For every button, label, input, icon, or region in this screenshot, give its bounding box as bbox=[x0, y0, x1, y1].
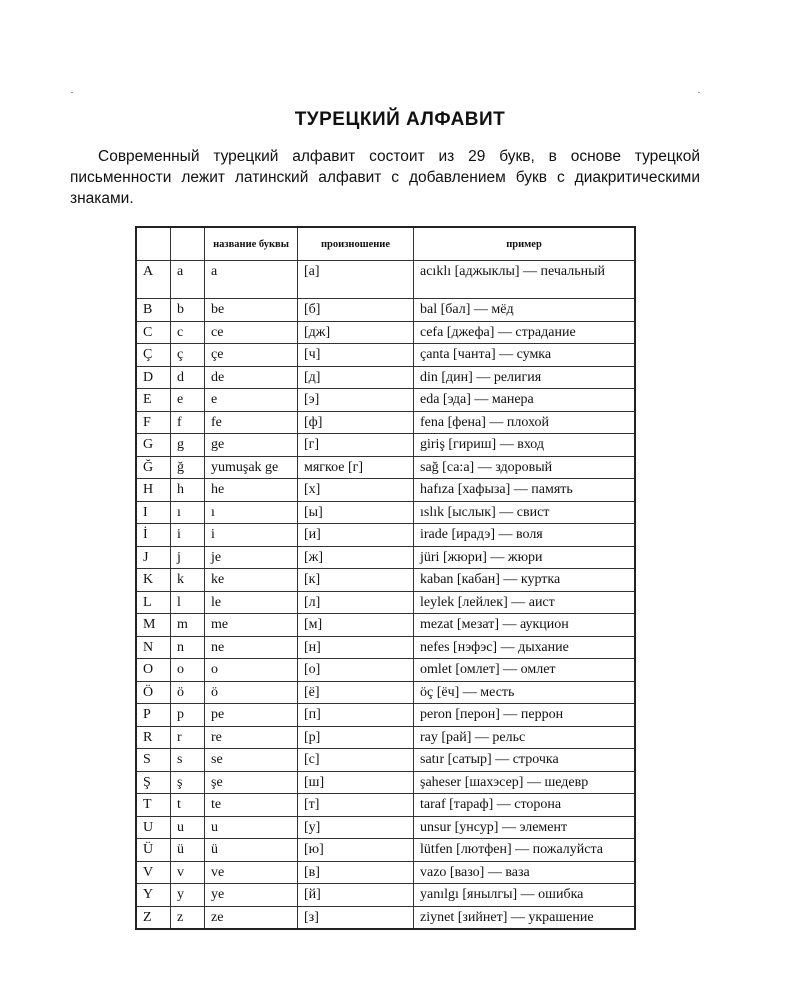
letter-name-cell: me bbox=[205, 614, 298, 637]
table-row bbox=[136, 794, 635, 817]
table-row bbox=[136, 389, 635, 412]
letter-name-cell: i bbox=[205, 524, 298, 547]
lowercase-letter-cell: p bbox=[171, 704, 205, 727]
pronunciation-cell: [р] bbox=[298, 726, 414, 749]
pronunciation-cell: [г] bbox=[298, 434, 414, 457]
lowercase-letter-cell: f bbox=[171, 411, 205, 434]
uppercase-letter-cell: Z bbox=[136, 906, 171, 929]
lowercase-letter-cell: i bbox=[171, 524, 205, 547]
table-row bbox=[136, 434, 635, 457]
table-row bbox=[136, 704, 635, 727]
pronunciation-cell: [п] bbox=[298, 704, 414, 727]
table-row bbox=[136, 344, 635, 367]
table-row bbox=[136, 366, 635, 389]
letter-name-cell: e bbox=[205, 389, 298, 412]
lowercase-letter-cell: ş bbox=[171, 771, 205, 794]
letter-name-cell: yumuşak ge bbox=[205, 456, 298, 479]
example-cell: eda [эда] — манера bbox=[414, 389, 636, 412]
uppercase-letter-cell: T bbox=[136, 794, 171, 817]
example-cell: sağ [са:а] — здоровый bbox=[414, 456, 636, 479]
pronunciation-cell: [э] bbox=[298, 389, 414, 412]
uppercase-letter-cell: U bbox=[136, 816, 171, 839]
table-row bbox=[136, 749, 635, 772]
pronunciation-cell: [а] bbox=[298, 261, 414, 299]
pronunciation-cell: [ф] bbox=[298, 411, 414, 434]
example-cell: ıslık [ыслык] — свист bbox=[414, 501, 636, 524]
letter-name-cell: fe bbox=[205, 411, 298, 434]
pronunciation-cell: мягкое [г] bbox=[298, 456, 414, 479]
uppercase-letter-cell: F bbox=[136, 411, 171, 434]
example-cell: fena [фена] — плохой bbox=[414, 411, 636, 434]
pronunciation-cell: [ш] bbox=[298, 771, 414, 794]
uppercase-letter-cell: H bbox=[136, 479, 171, 502]
example-cell: nefes [нэфэс] — дыхание bbox=[414, 636, 636, 659]
uppercase-letter-cell: G bbox=[136, 434, 171, 457]
uppercase-letter-cell: C bbox=[136, 321, 171, 344]
example-cell: taraf [тараф] — сторона bbox=[414, 794, 636, 817]
example-cell: giriş [гириш] — вход bbox=[414, 434, 636, 457]
lowercase-letter-cell: g bbox=[171, 434, 205, 457]
pronunciation-cell: [д] bbox=[298, 366, 414, 389]
example-cell: lütfen [лютфен] — пожалуйста bbox=[414, 839, 636, 862]
table-row bbox=[136, 501, 635, 524]
table-row bbox=[136, 411, 635, 434]
example-cell: jüri [жюри] — жюри bbox=[414, 546, 636, 569]
pronunciation-cell: [л] bbox=[298, 591, 414, 614]
lowercase-letter-cell: z bbox=[171, 906, 205, 929]
letter-name-cell: be bbox=[205, 299, 298, 322]
pronunciation-cell: [в] bbox=[298, 861, 414, 884]
pronunciation-cell: [н] bbox=[298, 636, 414, 659]
example-cell: leylek [лейлек] — аист bbox=[414, 591, 636, 614]
uppercase-letter-cell: Ş bbox=[136, 771, 171, 794]
margin-mark-left bbox=[71, 92, 73, 93]
uppercase-letter-cell: Ğ bbox=[136, 456, 171, 479]
uppercase-letter-cell: M bbox=[136, 614, 171, 637]
uppercase-letter-cell: E bbox=[136, 389, 171, 412]
letter-name-cell: ce bbox=[205, 321, 298, 344]
table-body bbox=[136, 261, 635, 930]
lowercase-letter-cell: d bbox=[171, 366, 205, 389]
table-row bbox=[136, 321, 635, 344]
header-pronunciation: произношение bbox=[298, 227, 414, 261]
pronunciation-cell: [о] bbox=[298, 659, 414, 682]
table-row bbox=[136, 479, 635, 502]
table-row bbox=[136, 591, 635, 614]
pronunciation-cell: [ж] bbox=[298, 546, 414, 569]
letter-name-cell: je bbox=[205, 546, 298, 569]
example-cell: omlet [омлет] — омлет bbox=[414, 659, 636, 682]
table-row bbox=[136, 839, 635, 862]
example-cell: çanta [чанта] — сумка bbox=[414, 344, 636, 367]
example-cell: ziynet [зийнет] — украшение bbox=[414, 906, 636, 929]
table-row bbox=[136, 261, 635, 299]
example-cell: vazo [вазо] — ваза bbox=[414, 861, 636, 884]
lowercase-letter-cell: k bbox=[171, 569, 205, 592]
pronunciation-cell: [ы] bbox=[298, 501, 414, 524]
example-cell: öç [ёч] — месть bbox=[414, 681, 636, 704]
letter-name-cell: ge bbox=[205, 434, 298, 457]
table-row bbox=[136, 726, 635, 749]
example-cell: mezat [мезат] — аукцион bbox=[414, 614, 636, 637]
uppercase-letter-cell: D bbox=[136, 366, 171, 389]
example-cell: hafıza [хафыза] — память bbox=[414, 479, 636, 502]
lowercase-letter-cell: u bbox=[171, 816, 205, 839]
letter-name-cell: ke bbox=[205, 569, 298, 592]
example-cell: satır [сатыр] — строчка bbox=[414, 749, 636, 772]
lowercase-letter-cell: r bbox=[171, 726, 205, 749]
pronunciation-cell: [и] bbox=[298, 524, 414, 547]
pronunciation-cell: [з] bbox=[298, 906, 414, 929]
header-letter-name: название буквы bbox=[205, 227, 298, 261]
table-row bbox=[136, 771, 635, 794]
lowercase-letter-cell: ç bbox=[171, 344, 205, 367]
lowercase-letter-cell: ö bbox=[171, 681, 205, 704]
letter-name-cell: ı bbox=[205, 501, 298, 524]
pronunciation-cell: [с] bbox=[298, 749, 414, 772]
page-title: ТУРЕЦКИЙ АЛФАВИТ bbox=[294, 109, 506, 130]
lowercase-letter-cell: e bbox=[171, 389, 205, 412]
uppercase-letter-cell: Ü bbox=[136, 839, 171, 862]
letter-name-cell: ve bbox=[205, 861, 298, 884]
uppercase-letter-cell: A bbox=[136, 261, 171, 299]
intro-paragraph: Современный турецкий алфавит состоит из 29 букв, в основе турецкой письменности лежит латинский алфавит с добавлением букв с диакритическими знаками. bbox=[70, 148, 700, 207]
header-uppercase bbox=[136, 227, 171, 261]
example-cell: unsur [унсур] — элемент bbox=[414, 816, 636, 839]
lowercase-letter-cell: ğ bbox=[171, 456, 205, 479]
example-cell: ray [рай] — рельс bbox=[414, 726, 636, 749]
letter-name-cell: şe bbox=[205, 771, 298, 794]
letter-name-cell: se bbox=[205, 749, 298, 772]
lowercase-letter-cell: c bbox=[171, 321, 205, 344]
pronunciation-cell: [у] bbox=[298, 816, 414, 839]
letter-name-cell: o bbox=[205, 659, 298, 682]
letter-name-cell: u bbox=[205, 816, 298, 839]
lowercase-letter-cell: v bbox=[171, 861, 205, 884]
table-row bbox=[136, 906, 635, 929]
example-cell: şaheser [шахэсер] — шедевр bbox=[414, 771, 636, 794]
margin-mark-right bbox=[698, 92, 700, 93]
lowercase-letter-cell: b bbox=[171, 299, 205, 322]
pronunciation-cell: [дж] bbox=[298, 321, 414, 344]
example-cell: irade [ирадэ] — воля bbox=[414, 524, 636, 547]
letter-name-cell: le bbox=[205, 591, 298, 614]
uppercase-letter-cell: P bbox=[136, 704, 171, 727]
lowercase-letter-cell: l bbox=[171, 591, 205, 614]
pronunciation-cell: [ё] bbox=[298, 681, 414, 704]
letter-name-cell: ne bbox=[205, 636, 298, 659]
uppercase-letter-cell: S bbox=[136, 749, 171, 772]
pronunciation-cell: [ч] bbox=[298, 344, 414, 367]
table-row bbox=[136, 636, 635, 659]
uppercase-letter-cell: O bbox=[136, 659, 171, 682]
uppercase-letter-cell: Ö bbox=[136, 681, 171, 704]
example-cell: peron [перон] — перрон bbox=[414, 704, 636, 727]
letter-name-cell: ü bbox=[205, 839, 298, 862]
lowercase-letter-cell: a bbox=[171, 261, 205, 299]
header-example: пример bbox=[414, 227, 636, 261]
uppercase-letter-cell: V bbox=[136, 861, 171, 884]
letter-name-cell: pe bbox=[205, 704, 298, 727]
lowercase-letter-cell: ı bbox=[171, 501, 205, 524]
lowercase-letter-cell: o bbox=[171, 659, 205, 682]
table-row bbox=[136, 456, 635, 479]
letter-name-cell: he bbox=[205, 479, 298, 502]
uppercase-letter-cell: B bbox=[136, 299, 171, 322]
letter-name-cell: de bbox=[205, 366, 298, 389]
uppercase-letter-cell: Y bbox=[136, 884, 171, 907]
letter-name-cell: çe bbox=[205, 344, 298, 367]
pronunciation-cell: [й] bbox=[298, 884, 414, 907]
table-row bbox=[136, 884, 635, 907]
pronunciation-cell: [т] bbox=[298, 794, 414, 817]
uppercase-letter-cell: İ bbox=[136, 524, 171, 547]
letter-name-cell: ze bbox=[205, 906, 298, 929]
table-row bbox=[136, 816, 635, 839]
example-cell: acıklı [аджыклы] — печальный bbox=[414, 261, 636, 299]
lowercase-letter-cell: t bbox=[171, 794, 205, 817]
example-cell: kaban [кабан] — куртка bbox=[414, 569, 636, 592]
lowercase-letter-cell: h bbox=[171, 479, 205, 502]
letter-name-cell: te bbox=[205, 794, 298, 817]
table-row bbox=[136, 681, 635, 704]
table-row bbox=[136, 861, 635, 884]
lowercase-letter-cell: ü bbox=[171, 839, 205, 862]
uppercase-letter-cell: K bbox=[136, 569, 171, 592]
header-lowercase bbox=[171, 227, 205, 261]
lowercase-letter-cell: m bbox=[171, 614, 205, 637]
table-row bbox=[136, 299, 635, 322]
uppercase-letter-cell: L bbox=[136, 591, 171, 614]
lowercase-letter-cell: s bbox=[171, 749, 205, 772]
pronunciation-cell: [х] bbox=[298, 479, 414, 502]
uppercase-letter-cell: N bbox=[136, 636, 171, 659]
table-row bbox=[136, 546, 635, 569]
lowercase-letter-cell: n bbox=[171, 636, 205, 659]
uppercase-letter-cell: I bbox=[136, 501, 171, 524]
pronunciation-cell: [к] bbox=[298, 569, 414, 592]
table-header-row bbox=[136, 227, 635, 261]
pronunciation-cell: [м] bbox=[298, 614, 414, 637]
pronunciation-cell: [ю] bbox=[298, 839, 414, 862]
example-cell: cefa [джефа] — страдание bbox=[414, 321, 636, 344]
alphabet-table bbox=[135, 226, 636, 930]
example-cell: yanılgı [янылгы] — ошибка bbox=[414, 884, 636, 907]
table-row bbox=[136, 614, 635, 637]
example-cell: bal [бал] — мёд bbox=[414, 299, 636, 322]
example-cell: din [дин] — религия bbox=[414, 366, 636, 389]
table-row bbox=[136, 659, 635, 682]
letter-name-cell: a bbox=[205, 261, 298, 299]
lowercase-letter-cell: j bbox=[171, 546, 205, 569]
letter-name-cell: ye bbox=[205, 884, 298, 907]
pronunciation-cell: [б] bbox=[298, 299, 414, 322]
table-row bbox=[136, 524, 635, 547]
letter-name-cell: ö bbox=[205, 681, 298, 704]
table-row bbox=[136, 569, 635, 592]
letter-name-cell: re bbox=[205, 726, 298, 749]
uppercase-letter-cell: Ç bbox=[136, 344, 171, 367]
uppercase-letter-cell: R bbox=[136, 726, 171, 749]
uppercase-letter-cell: J bbox=[136, 546, 171, 569]
lowercase-letter-cell: y bbox=[171, 884, 205, 907]
